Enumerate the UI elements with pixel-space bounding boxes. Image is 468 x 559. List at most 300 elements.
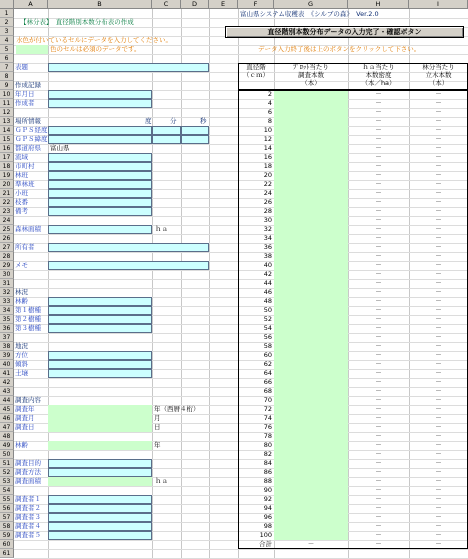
site-section: 地況 [15, 342, 28, 350]
density-value: － [375, 387, 382, 395]
stand-count-value: － [435, 396, 442, 404]
row-header[interactable]: 1 [0, 9, 14, 18]
site-field-input[interactable] [48, 369, 152, 378]
location-field-label: 流域 [15, 153, 28, 161]
row-header[interactable]: 4 [0, 36, 14, 45]
row-header[interactable]: 43 [0, 387, 14, 396]
survey-area-input[interactable] [48, 477, 152, 486]
diameter-class: 98 [263, 522, 272, 530]
row-header[interactable]: 34 [0, 306, 14, 315]
density-value: － [375, 414, 382, 422]
surveyor-label: 調査者５ [15, 531, 41, 539]
surveyor-label: 調査者１ [15, 495, 41, 503]
row-header[interactable]: 46 [0, 414, 14, 423]
table-body-border [238, 90, 468, 549]
diameter-class: 76 [263, 423, 272, 431]
row-header[interactable]: 10 [0, 90, 14, 99]
diameter-class: 96 [263, 513, 272, 521]
density-value: － [375, 369, 382, 377]
row-header[interactable]: 12 [0, 108, 14, 117]
row-header[interactable]: 38 [0, 342, 14, 351]
date-input[interactable] [48, 90, 152, 99]
density-per-ha-header: ｈａ当たり 本数密度 （本／ha） [361, 63, 396, 87]
second-header: 秒 [200, 117, 207, 125]
row-header[interactable]: 22 [0, 198, 14, 207]
column-header[interactable]: C [152, 0, 181, 9]
row-header[interactable]: 24 [0, 216, 14, 225]
table-header-border [238, 63, 468, 90]
stand-count-header: 林分当たり 立木本数 （本） [422, 63, 455, 87]
survey-month-unit: 月 [154, 414, 161, 422]
title-input[interactable] [48, 63, 209, 72]
diameter-class-header: 直径階 （ｃｍ） [243, 63, 269, 79]
diameter-class: 42 [263, 270, 272, 278]
stand-count-value: － [435, 504, 442, 512]
diameter-class: 72 [263, 405, 272, 413]
row-header[interactable]: 54 [0, 486, 14, 495]
site-field-label: 傾斜 [15, 360, 28, 368]
row-header[interactable]: 8 [0, 72, 14, 81]
density-value: － [375, 468, 382, 476]
stand-count-value: － [435, 486, 442, 494]
diameter-class: 36 [263, 243, 272, 251]
row-header[interactable]: 25 [0, 225, 14, 234]
stand-count-value: － [435, 342, 442, 350]
diameter-class: 4 [267, 99, 272, 107]
gridline [14, 549, 468, 550]
select-all-corner[interactable] [0, 0, 14, 9]
prefecture-label: 都道府県 [15, 144, 41, 152]
site-field-input[interactable] [48, 360, 152, 369]
survey-day-label: 調査日 [15, 423, 35, 431]
diameter-class: 58 [263, 342, 272, 350]
diameter-class: 62 [263, 360, 272, 368]
row-header[interactable]: 50 [0, 450, 14, 459]
survey-year-input[interactable] [48, 405, 152, 414]
total-plot-count: － [307, 540, 315, 548]
diameter-class: 22 [263, 180, 272, 188]
row-header[interactable]: 2 [0, 18, 14, 27]
density-value: － [375, 450, 382, 458]
density-value: － [375, 261, 382, 269]
stand-age-label: 林齢 [15, 441, 28, 449]
diameter-class: 92 [263, 495, 272, 503]
density-value: － [375, 252, 382, 260]
forest-area-input[interactable] [48, 225, 152, 234]
gps-longitude-min[interactable] [152, 126, 181, 135]
density-value: － [375, 207, 382, 215]
diameter-class: 50 [263, 306, 272, 314]
stand-count-value: － [435, 90, 442, 98]
row-header[interactable]: 20 [0, 180, 14, 189]
row-header[interactable]: 61 [0, 549, 14, 558]
column-header[interactable]: E [209, 0, 238, 9]
density-value: － [375, 396, 382, 404]
gps-latitude-sec[interactable] [181, 135, 209, 144]
density-value: － [375, 90, 382, 98]
row-header[interactable]: 5 [0, 45, 14, 54]
diameter-class: 60 [263, 351, 272, 359]
stand-count-value: － [435, 477, 442, 485]
gps-longitude-label: ＧＰＳ経度 [15, 126, 48, 134]
survey-month-input[interactable] [48, 414, 152, 423]
density-value: － [375, 288, 382, 296]
density-value: － [375, 279, 382, 287]
row-header[interactable]: 26 [0, 234, 14, 243]
survey-year-unit: 年（西暦４桁） [154, 405, 200, 413]
row-header[interactable]: 55 [0, 495, 14, 504]
column-header[interactable]: H [348, 0, 409, 9]
stand-count-value: － [435, 252, 442, 260]
gps-latitude-deg[interactable] [48, 135, 152, 144]
density-value: － [375, 162, 382, 170]
diameter-class: 30 [263, 216, 272, 224]
row-header[interactable]: 19 [0, 171, 14, 180]
stand-count-value: － [435, 216, 442, 224]
density-value: － [375, 297, 382, 305]
prefecture-value: 富山県 [50, 144, 70, 152]
stand-count-value: － [435, 306, 442, 314]
density-value: － [375, 180, 382, 188]
density-value: － [375, 360, 382, 368]
column-header[interactable]: G [274, 0, 348, 9]
diameter-class: 66 [263, 378, 272, 386]
site-field-input[interactable] [48, 351, 152, 360]
diameter-class: 48 [263, 297, 272, 305]
stand-count-value: － [435, 99, 442, 107]
diameter-class: 94 [263, 504, 272, 512]
location-field-label: 市町村 [15, 162, 35, 170]
site-field-label: 方位 [15, 351, 28, 359]
row-header[interactable]: 37 [0, 333, 14, 342]
density-value: － [375, 306, 382, 314]
row-header[interactable]: 16 [0, 144, 14, 153]
diameter-class: 68 [263, 387, 272, 395]
row-header[interactable]: 56 [0, 504, 14, 513]
owner-input[interactable] [48, 243, 209, 252]
density-value: － [375, 189, 382, 197]
density-value: － [375, 99, 382, 107]
row-header[interactable]: 51 [0, 459, 14, 468]
forest-area-label: 森林面積 [15, 225, 41, 233]
stand-field-label: 林齢 [15, 297, 28, 305]
stand-field-input[interactable] [48, 315, 152, 324]
row-header[interactable]: 45 [0, 405, 14, 414]
row-header[interactable]: 9 [0, 81, 14, 90]
stand-count-value: － [435, 234, 442, 242]
row-header[interactable]: 59 [0, 531, 14, 540]
diameter-class: 24 [263, 189, 272, 197]
density-value: － [375, 504, 382, 512]
diameter-class: 12 [263, 135, 272, 143]
location-field-input[interactable] [48, 189, 152, 198]
stand-count-value: － [435, 423, 442, 431]
diameter-class: 88 [263, 477, 272, 485]
note-after-input: データ入力終了後は上のボタンをクリックして下さい。 [258, 45, 421, 53]
location-field-label: 準林班 [15, 180, 35, 188]
gridline [14, 54, 468, 55]
diameter-class: 16 [263, 153, 272, 161]
stand-count-value: － [435, 126, 442, 134]
location-field-input[interactable] [48, 153, 152, 162]
density-value: － [375, 477, 382, 485]
minute-header: 分 [170, 117, 177, 125]
location-field-label: 枝番 [15, 198, 28, 206]
diameter-class: 34 [263, 234, 272, 242]
stand-count-value: － [435, 279, 442, 287]
row-header[interactable]: 6 [0, 54, 14, 63]
column-header[interactable]: B [48, 0, 152, 9]
row-header[interactable]: 21 [0, 189, 14, 198]
row-header[interactable]: 27 [0, 243, 14, 252]
stand-count-value: － [435, 459, 442, 467]
survey-area-label: 調査面積 [15, 477, 41, 485]
memo-label: メモ [15, 261, 28, 269]
column-header[interactable]: D [181, 0, 209, 9]
surveyor-label: 調査者３ [15, 513, 41, 521]
diameter-class: 46 [263, 288, 272, 296]
stand-count-value: － [435, 387, 442, 395]
note-required: 色のセルは必須のデータです。 [50, 45, 141, 53]
row-header[interactable]: 33 [0, 297, 14, 306]
sheet-title: 【林分表】 直径階別本数分布表の作成 [20, 18, 134, 26]
record-section: 作成記録 [15, 81, 41, 89]
stand-field-input[interactable] [48, 324, 152, 333]
diameter-class: 78 [263, 432, 272, 440]
diameter-class: 6 [267, 108, 272, 116]
row-header[interactable]: 14 [0, 126, 14, 135]
stand-count-value: － [435, 297, 442, 305]
owner-label: 所有者 [15, 243, 35, 251]
total-stand-count: － [435, 540, 442, 548]
author-label: 作成者 [15, 99, 35, 107]
surveyor-label: 調査者４ [15, 522, 41, 530]
stand-count-value: － [435, 369, 442, 377]
diameter-class: 14 [263, 144, 272, 152]
density-value: － [375, 486, 382, 494]
stand-count-value: － [435, 108, 442, 116]
location-field-input[interactable] [48, 207, 152, 216]
stand-count-value: － [435, 531, 442, 539]
density-value: － [375, 333, 382, 341]
confirm-input-button[interactable]: 直径階別本数分布データの入力完了・確認ボタン [225, 26, 464, 38]
density-value: － [375, 378, 382, 386]
stand-count-value: － [435, 513, 442, 521]
diameter-class: 80 [263, 441, 272, 449]
diameter-class: 32 [263, 225, 272, 233]
density-value: － [375, 117, 382, 125]
diameter-class: 44 [263, 279, 272, 287]
stand-count-value: － [435, 288, 442, 296]
location-field-input[interactable] [48, 198, 152, 207]
diameter-class: 64 [263, 369, 272, 377]
density-value: － [375, 495, 382, 503]
row-header[interactable]: 7 [0, 63, 14, 72]
degree-header: 度 [145, 117, 152, 125]
stand-count-value: － [435, 522, 442, 530]
diameter-class: 74 [263, 414, 272, 422]
diameter-class: 40 [263, 261, 272, 269]
stand-field-input[interactable] [48, 297, 152, 306]
stand-age-unit: 年 [154, 441, 161, 449]
stand-count-value: － [435, 441, 442, 449]
stand-count-value: － [435, 351, 442, 359]
stand-count-value: － [435, 225, 442, 233]
row-header[interactable]: 36 [0, 324, 14, 333]
stand-age-input[interactable] [48, 441, 152, 450]
gps-latitude-label: ＧＰＳ緯度 [15, 135, 48, 143]
stand-count-value: － [435, 153, 442, 161]
surveyor-input[interactable] [48, 522, 152, 531]
stand-count-value: － [435, 414, 442, 422]
org-title: 富山県システム収穫表 《シルブの森》 Ver.2.0 [240, 10, 379, 18]
density-value: － [375, 234, 382, 242]
site-field-label: 土壌 [15, 369, 28, 377]
stand-count-value: － [435, 333, 442, 341]
row-header[interactable]: 32 [0, 288, 14, 297]
density-value: － [375, 153, 382, 161]
diameter-class: 86 [263, 468, 272, 476]
location-field-label: 林班 [15, 171, 28, 179]
row-header[interactable]: 49 [0, 441, 14, 450]
row-header[interactable]: 53 [0, 477, 14, 486]
density-value: － [375, 441, 382, 449]
density-value: － [375, 432, 382, 440]
row-header[interactable]: 31 [0, 279, 14, 288]
density-value: － [375, 135, 382, 143]
stand-field-label: 第３樹種 [15, 324, 41, 332]
stand-count-value: － [435, 360, 442, 368]
row-header[interactable]: 28 [0, 252, 14, 261]
area-unit: ｈａ [155, 225, 168, 233]
note-input-cells: 水色が付いているセルにデータを入力してください。 [16, 36, 172, 44]
row-header[interactable]: 48 [0, 432, 14, 441]
gps-longitude-sec[interactable] [181, 126, 209, 135]
stand-count-value: － [435, 198, 442, 206]
row-header[interactable]: 18 [0, 162, 14, 171]
gps-latitude-min[interactable] [152, 135, 181, 144]
column-header[interactable]: F [238, 0, 274, 9]
row-header[interactable]: 30 [0, 270, 14, 279]
surveyor-input[interactable] [48, 495, 152, 504]
survey-month-label: 調査月 [15, 414, 35, 422]
row-header[interactable]: 15 [0, 135, 14, 144]
row-header[interactable]: 35 [0, 315, 14, 324]
location-field-label: 小班 [15, 189, 28, 197]
author-input[interactable] [48, 99, 152, 108]
diameter-class: 26 [263, 198, 272, 206]
row-header[interactable]: 42 [0, 378, 14, 387]
plot-count-header: ﾌﾟﾛｯﾄ当たり 調査本数 （本） [293, 63, 329, 87]
row-header[interactable]: 23 [0, 207, 14, 216]
diameter-class: 8 [267, 117, 272, 125]
density-value: － [375, 126, 382, 134]
survey-day-unit: 日 [154, 423, 161, 431]
diameter-class: 82 [263, 450, 272, 458]
survey-section: 調査内容 [15, 396, 41, 404]
density-value: － [375, 315, 382, 323]
diameter-class: 38 [263, 252, 272, 260]
stand-count-value: － [435, 270, 442, 278]
row-header[interactable]: 57 [0, 513, 14, 522]
stand-count-value: － [435, 468, 442, 476]
survey-purpose-input[interactable] [48, 459, 152, 468]
title-label: 表題 [15, 63, 28, 71]
row-header[interactable]: 44 [0, 396, 14, 405]
row-header[interactable]: 13 [0, 117, 14, 126]
row-header[interactable]: 39 [0, 351, 14, 360]
density-value: － [375, 405, 382, 413]
density-value: － [375, 324, 382, 332]
surveyor-input[interactable] [48, 504, 152, 513]
survey-area-unit: ｈａ [155, 477, 168, 485]
stand-count-value: － [435, 315, 442, 323]
surveyor-input[interactable] [48, 531, 152, 540]
stand-count-value: － [435, 432, 442, 440]
stand-count-value: － [435, 162, 442, 170]
stand-count-value: － [435, 171, 442, 179]
location-field-input[interactable] [48, 180, 152, 189]
total-density: － [375, 540, 382, 548]
column-header[interactable]: A [14, 0, 48, 9]
row-header[interactable]: 58 [0, 522, 14, 531]
stand-count-value: － [435, 189, 442, 197]
row-header[interactable]: 17 [0, 153, 14, 162]
row-header[interactable]: 11 [0, 99, 14, 108]
surveyor-input[interactable] [48, 513, 152, 522]
density-value: － [375, 216, 382, 224]
row-header[interactable]: 40 [0, 360, 14, 369]
diameter-class: 20 [263, 171, 272, 179]
gps-longitude-deg[interactable] [48, 126, 152, 135]
row-header[interactable]: 3 [0, 27, 14, 36]
row-header[interactable]: 41 [0, 369, 14, 378]
diameter-class: 2 [267, 90, 272, 98]
stand-count-value: － [435, 324, 442, 332]
diameter-class: 70 [263, 396, 272, 404]
row-header[interactable]: 52 [0, 468, 14, 477]
survey-method-input[interactable] [48, 468, 152, 477]
density-value: － [375, 522, 382, 530]
row-header[interactable]: 29 [0, 261, 14, 270]
location-field-input[interactable] [48, 171, 152, 180]
row-header[interactable]: 47 [0, 423, 14, 432]
density-value: － [375, 342, 382, 350]
date-label: 年月日 [15, 90, 35, 98]
diameter-class: 84 [263, 459, 272, 467]
row-header[interactable]: 60 [0, 540, 14, 549]
diameter-class: 56 [263, 333, 272, 341]
stand-count-value: － [435, 450, 442, 458]
location-field-input[interactable] [48, 162, 152, 171]
column-header[interactable]: I [409, 0, 468, 9]
survey-day-input[interactable] [48, 423, 152, 432]
density-value: － [375, 243, 382, 251]
memo-input[interactable] [48, 261, 209, 270]
density-value: － [375, 351, 382, 359]
density-value: － [375, 144, 382, 152]
density-value: － [375, 171, 382, 179]
stand-count-value: － [435, 117, 442, 125]
density-value: － [375, 531, 382, 539]
stand-field-input[interactable] [48, 306, 152, 315]
stand-count-value: － [435, 207, 442, 215]
density-value: － [375, 225, 382, 233]
stand-field-label: 第２樹種 [15, 315, 41, 323]
total-label: 合計 [259, 540, 272, 548]
diameter-class: 28 [263, 207, 272, 215]
diameter-class: 18 [263, 162, 272, 170]
